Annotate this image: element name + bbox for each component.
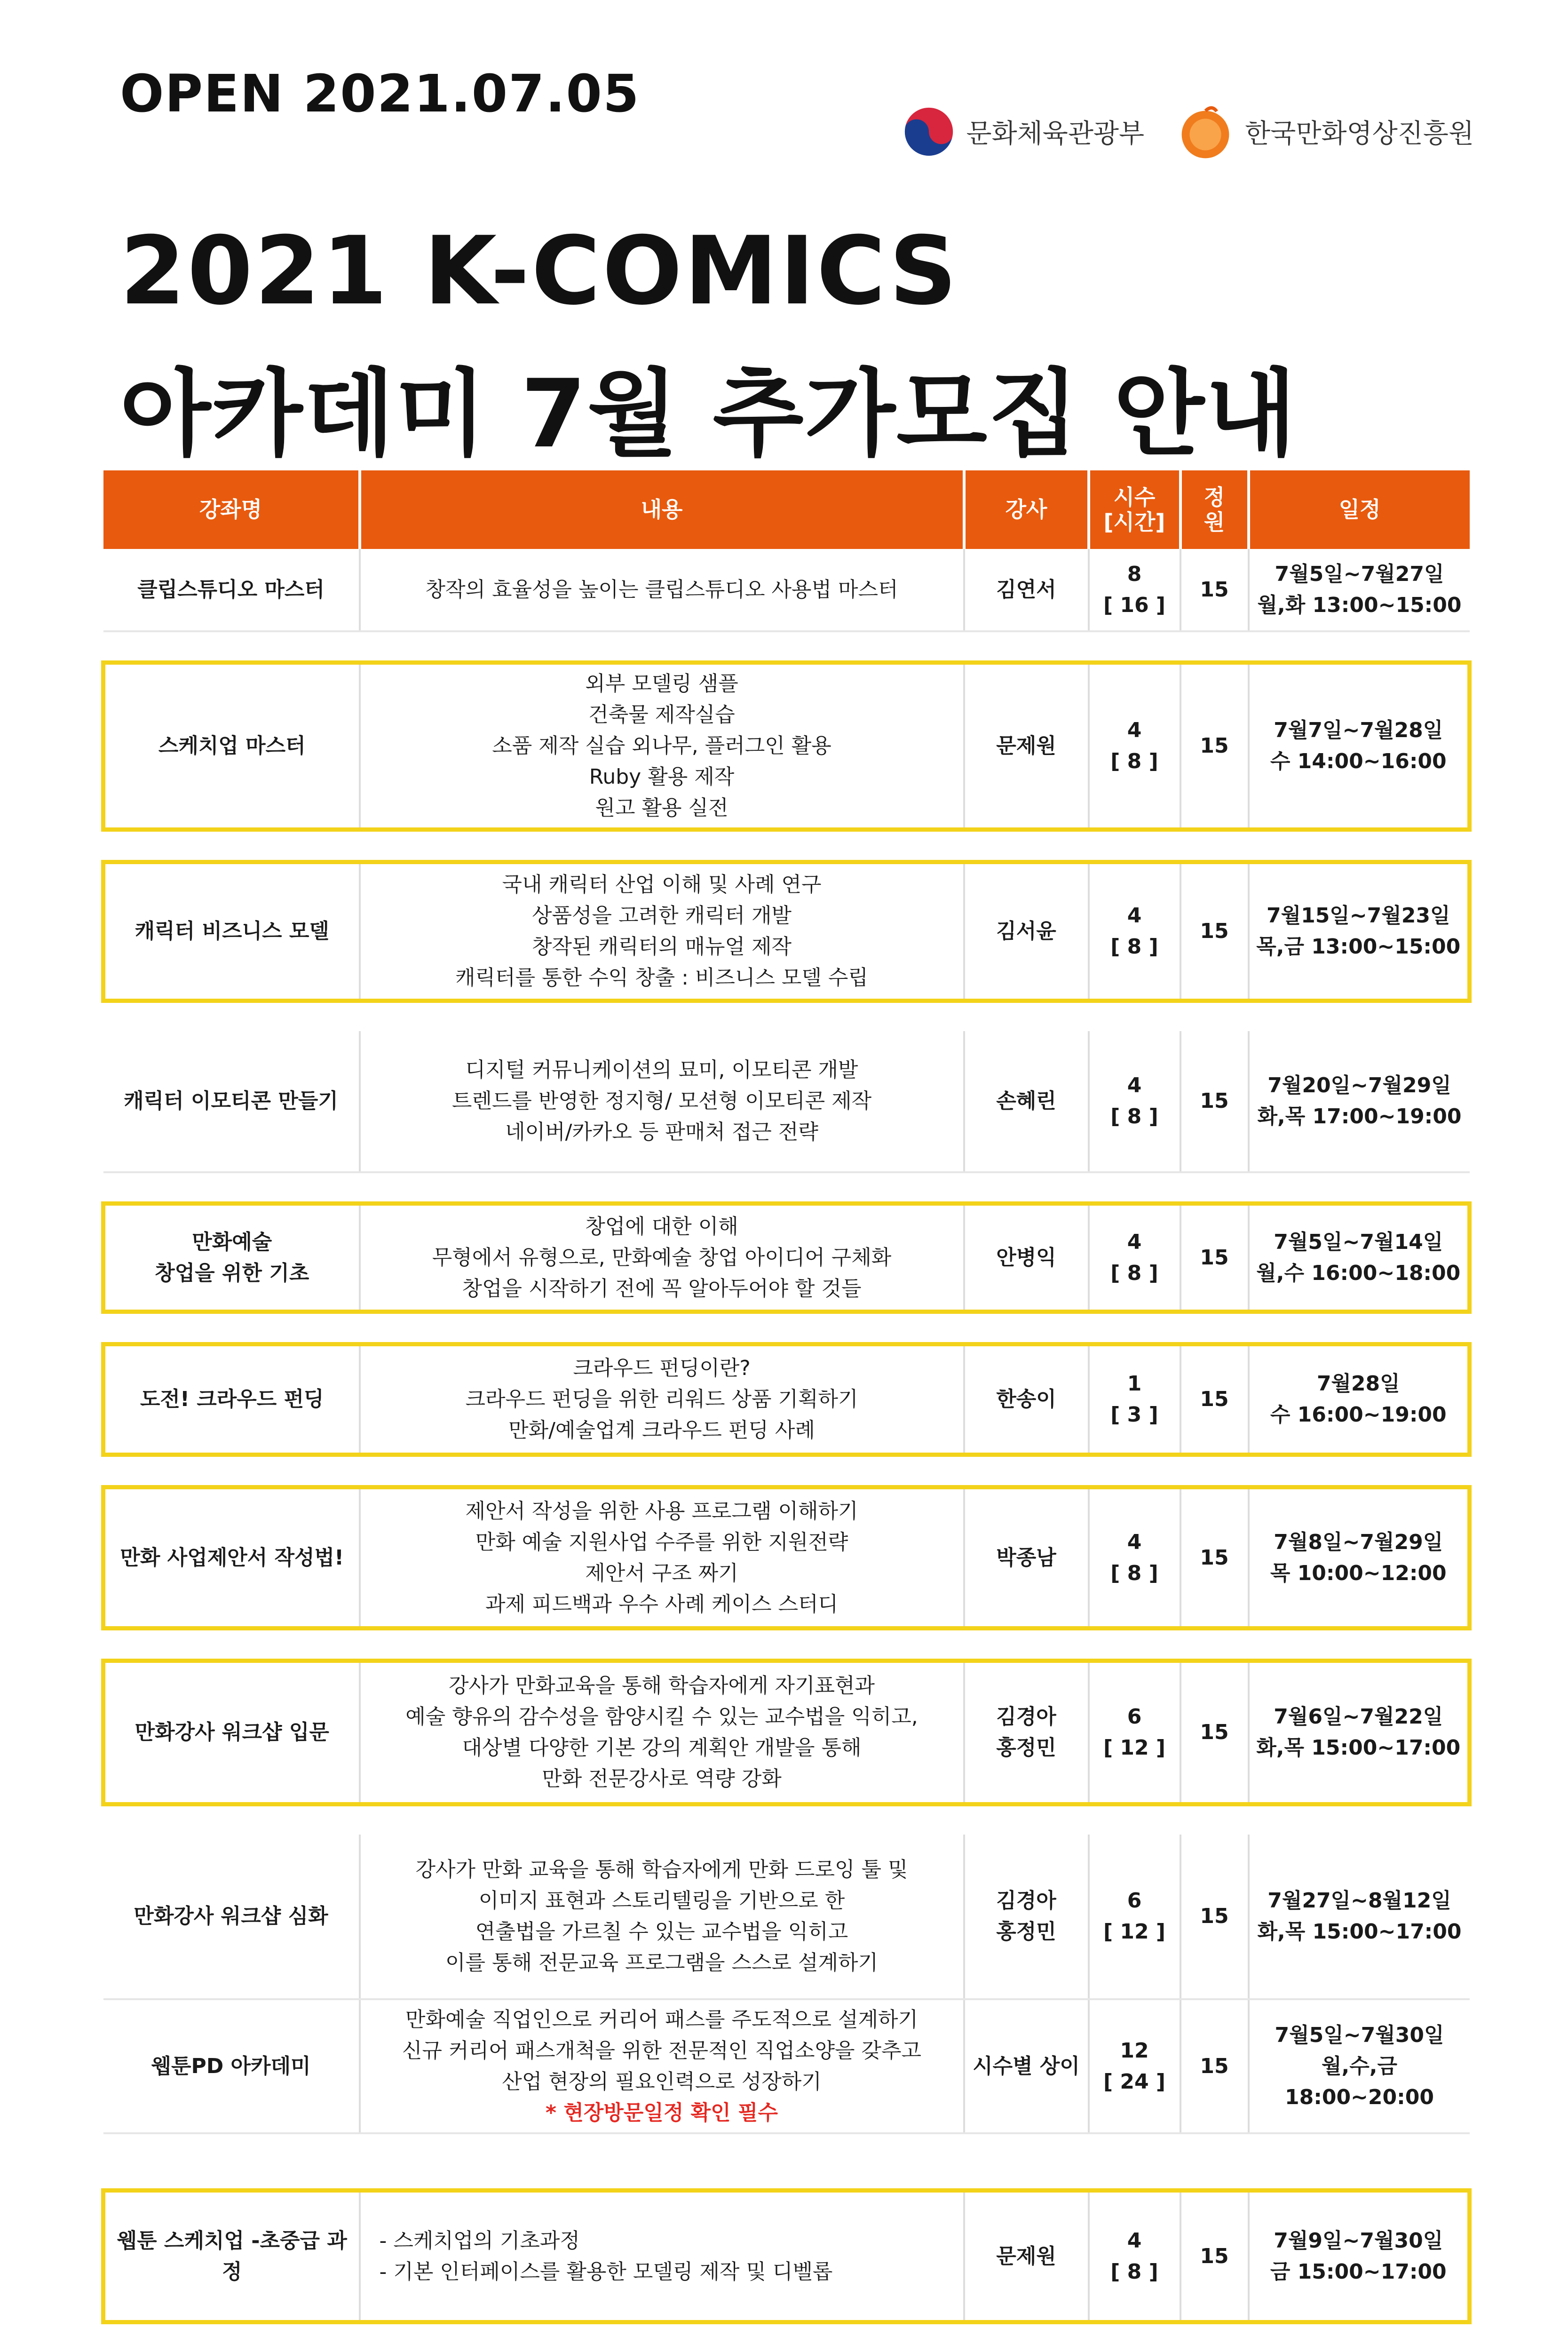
content-line: 창업을 시작하기 전에 꼭 알아두어야 할 것들 [462, 1276, 862, 1301]
spacer-cell [103, 830, 1470, 862]
course-name: 만화강사 워크샵 입문 [103, 1661, 360, 1804]
content-line: 건축물 제작실습 [588, 703, 735, 727]
komacon-mark-icon [1177, 103, 1234, 160]
course-content [360, 862, 964, 1001]
course-instructor: 한송이 [964, 1344, 1089, 1455]
course-instructor: 김경아 홍정민 [964, 1661, 1089, 1804]
course-instructor: 박종남 [964, 1487, 1089, 1629]
course-content [360, 1204, 964, 1312]
course-name: 스케치업 마스터 [103, 663, 360, 830]
spacer-cell [103, 631, 1470, 663]
course-schedule: 7월8일~7월29일 목 10:00~12:00 [1249, 1487, 1470, 1629]
content-line: 만화 전문강사로 역량 강화 [542, 1767, 782, 1791]
course-table [101, 470, 1472, 2324]
course-content [360, 1835, 964, 1999]
spacer-cell [103, 1172, 1470, 1204]
course-name: 만화예술 창업을 위한 기초 [103, 1204, 360, 1312]
course-instructor: 시수별 상이 [964, 1999, 1089, 2133]
row-spacer [103, 1804, 1470, 1835]
row-spacer [103, 631, 1470, 663]
content-line: 창작의 효율성을 높이는 클립스튜디오 사용법 마스터 [425, 577, 898, 602]
content-line: 산업 현장의 필요인력으로 성장하기 [502, 2069, 822, 2094]
course-hours: 8 [ 16 ] [1089, 549, 1180, 631]
course-table-wrap [101, 470, 1467, 2324]
content-line: - 기본 인터페이스를 활용한 모델링 제작 및 디벨롭 [379, 2259, 833, 2284]
course-instructor: 김경아 홍정민 [964, 1835, 1089, 1999]
komacon-logo [1177, 103, 1474, 160]
table-row [103, 1344, 1470, 1455]
header-instructor: 강사 [964, 470, 1089, 549]
table-row [103, 1999, 1470, 2133]
row-spacer [103, 1001, 1470, 1032]
course-hours: 4 [ 8 ] [1089, 1204, 1180, 1312]
content-line: 이를 통해 전문교육 프로그램을 스스로 설계하기 [445, 1951, 878, 1975]
table-row [103, 1835, 1470, 1999]
content-note: * 현장방문일정 확인 필수 [545, 2100, 778, 2125]
table-row [103, 862, 1470, 1001]
row-spacer [103, 1629, 1470, 1661]
content-line: 소품 제작 실습 외나무, 플러그인 활용 [492, 734, 832, 758]
content-line: Ruby 활용 제작 [589, 765, 735, 789]
spacer-cell [103, 1629, 1470, 1661]
header-capacity: 정 원 [1180, 470, 1249, 549]
content-line: 무형에서 유형으로, 만화예술 창업 아이디어 구체화 [432, 1245, 892, 1270]
content-line: 연출법을 가르칠 수 있는 교수법을 익히고 [475, 1920, 848, 1944]
course-instructor: 문제원 [964, 2191, 1089, 2322]
content-line: 외부 모델링 샘플 [585, 672, 738, 696]
course-hours: 6 [ 12 ] [1089, 1835, 1180, 1999]
mcst-logo [903, 106, 1144, 158]
mcst-logo-text: 문화체육관광부 [966, 119, 1145, 149]
title-line2: 아카데미 7월 추가모집 안내 [120, 359, 1298, 469]
course-name: 클립스튜디오 마스터 [103, 549, 360, 631]
content-line: 크라우드 펀딩이란? [573, 1356, 751, 1380]
course-capacity: 15 [1180, 862, 1249, 1001]
course-schedule: 7월5일~7월14일 월,수 16:00~18:00 [1249, 1204, 1470, 1312]
course-instructor: 안병익 [964, 1204, 1089, 1312]
table-row [103, 1661, 1470, 1804]
course-schedule: 7월15일~7월23일 목,금 13:00~15:00 [1249, 862, 1470, 1001]
table-row [103, 1204, 1470, 1312]
content-line: 네이버/카카오 등 판매처 접근 전략 [505, 1120, 818, 1144]
header-schedule: 일정 [1249, 470, 1470, 549]
table-header-row [103, 470, 1470, 549]
content-line: 강사가 만화 교육을 통해 학습자에게 만화 드로잉 툴 및 [415, 1858, 908, 1882]
content-line: 이미지 표현과 스토리텔링을 기반으로 한 [478, 1889, 845, 1913]
course-hours: 4 [ 8 ] [1089, 1487, 1180, 1629]
title-line1: 2021 K-COMICS [120, 216, 959, 326]
row-spacer [103, 830, 1470, 862]
course-name: 만화강사 워크샵 심화 [103, 1835, 360, 1999]
spacer-cell [103, 2133, 1470, 2191]
table-row [103, 663, 1470, 830]
course-name: 웹툰PD 아카데미 [103, 1999, 360, 2133]
taegeuk-icon [903, 106, 955, 158]
content-line: - 스케치업의 기초과정 [379, 2228, 580, 2253]
course-hours: 6 [ 12 ] [1089, 1661, 1180, 1804]
course-capacity: 15 [1180, 1487, 1249, 1629]
course-hours: 4 [ 8 ] [1089, 2191, 1180, 2322]
content-line: 창업에 대한 이해 [585, 1214, 738, 1239]
course-instructor: 손혜린 [964, 1031, 1089, 1172]
spacer-cell [103, 1804, 1470, 1835]
course-content [360, 1999, 964, 2133]
course-capacity: 15 [1180, 1204, 1249, 1312]
header-name: 강좌명 [103, 470, 360, 549]
course-name: 캐릭터 비즈니스 모델 [103, 862, 360, 1001]
content-line: 강사가 만화교육을 통해 학습자에게 자기표현과 [448, 1674, 875, 1698]
row-spacer [103, 2133, 1470, 2191]
course-content [360, 663, 964, 830]
row-spacer [103, 1312, 1470, 1344]
content-line: 창작된 캐릭터의 매뉴얼 제작 [531, 935, 792, 959]
course-instructor: 문제원 [964, 663, 1089, 830]
course-capacity: 15 [1180, 1661, 1249, 1804]
course-name: 만화 사업제안서 작성법! [103, 1487, 360, 1629]
table-row [103, 1031, 1470, 1172]
course-content [360, 1487, 964, 1629]
course-capacity: 15 [1180, 663, 1249, 830]
content-line: 국내 캐릭터 산업 이해 및 사례 연구 [502, 873, 822, 897]
table-row [103, 549, 1470, 631]
course-schedule: 7월20일~7월29일 화,목 17:00~19:00 [1249, 1031, 1470, 1172]
row-spacer [103, 1455, 1470, 1487]
course-capacity: 15 [1180, 1999, 1249, 2133]
spacer-cell [103, 1312, 1470, 1344]
spacer-cell [103, 1455, 1470, 1487]
content-line: 캐릭터를 통한 수익 창출 : 비즈니스 모델 수립 [455, 966, 868, 990]
course-hours: 4 [ 8 ] [1089, 1031, 1180, 1172]
course-capacity: 15 [1180, 1344, 1249, 1455]
course-capacity: 15 [1180, 1031, 1249, 1172]
row-spacer [103, 1172, 1470, 1204]
course-hours: 4 [ 8 ] [1089, 663, 1180, 830]
course-schedule: 7월27일~8월12일 화,목 15:00~17:00 [1249, 1835, 1470, 1999]
course-name: 도전! 크라우드 펀딩 [103, 1344, 360, 1455]
komacon-logo-text: 한국만화영상진흥원 [1245, 119, 1474, 149]
content-line: 제안서 구조 짜기 [585, 1561, 738, 1585]
course-capacity: 15 [1180, 549, 1249, 631]
course-schedule: 7월5일~7월27일 월,화 13:00~15:00 [1249, 549, 1470, 631]
content-line: 만화예술 직업인으로 커리어 패스를 주도적으로 설계하기 [405, 2007, 919, 2032]
spacer-cell [103, 1001, 1470, 1032]
table-row [103, 2191, 1470, 2322]
course-instructor: 김연서 [964, 549, 1089, 631]
content-line: 예술 향유의 감수성을 함양시킬 수 있는 교수법을 익히고, [405, 1705, 918, 1729]
course-hours: 1 [ 3 ] [1089, 1344, 1180, 1455]
course-schedule: 7월6일~7월22일 화,목 15:00~17:00 [1249, 1661, 1470, 1804]
table-body [103, 549, 1470, 2322]
course-schedule: 7월28일 수 16:00~19:00 [1249, 1344, 1470, 1455]
course-content [360, 2191, 964, 2322]
content-line: 신규 커리어 패스개척을 위한 전문적인 직업소양을 갖추고 [402, 2038, 921, 2063]
course-schedule: 7월7일~7월28일 수 14:00~16:00 [1249, 663, 1470, 830]
content-line: 디지털 커뮤니케이션의 묘미, 이모티콘 개발 [465, 1058, 858, 1082]
course-schedule: 7월5일~7월30일 월,수,금 18:00~20:00 [1249, 1999, 1470, 2133]
course-capacity: 15 [1180, 2191, 1249, 2322]
content-line: 대상별 다양한 기본 강의 계획안 개발을 통해 [462, 1736, 862, 1760]
table-row [103, 1487, 1470, 1629]
content-line: 만화/예술업계 크라우드 펀딩 사례 [508, 1418, 815, 1442]
logos [903, 103, 1474, 160]
course-content [360, 549, 964, 631]
course-content [360, 1031, 964, 1172]
content-line: 만화 예술 지원사업 수주를 위한 지원전략 [475, 1530, 848, 1554]
content-line: 원고 활용 실전 [595, 796, 729, 820]
content-line: 트렌드를 반영한 정지형/ 모션형 이모티콘 제작 [451, 1089, 872, 1113]
course-capacity: 15 [1180, 1835, 1249, 1999]
content-line: 상품성을 고려한 캐릭터 개발 [531, 904, 792, 928]
header-content: 내용 [360, 470, 964, 549]
course-name: 캐릭터 이모티콘 만들기 [103, 1031, 360, 1172]
course-content [360, 1344, 964, 1455]
content-line: 과제 피드백과 우수 사례 케이스 스터디 [485, 1592, 838, 1616]
header-hours: 시수 [시간] [1089, 470, 1180, 549]
content-line: 제안서 작성을 위한 사용 프로그램 이해하기 [465, 1499, 858, 1523]
course-name: 웹툰 스케치업 -초중급 과정 [103, 2191, 360, 2322]
course-schedule: 7월9일~7월30일 금 15:00~17:00 [1249, 2191, 1470, 2322]
open-date: OPEN 2021.07.05 [120, 64, 640, 124]
course-hours: 4 [ 8 ] [1089, 862, 1180, 1001]
course-content [360, 1661, 964, 1804]
course-instructor: 김서윤 [964, 862, 1089, 1001]
course-hours: 12 [ 24 ] [1089, 1999, 1180, 2133]
content-line: 크라우드 펀딩을 위한 리워드 상품 기획하기 [465, 1387, 858, 1411]
